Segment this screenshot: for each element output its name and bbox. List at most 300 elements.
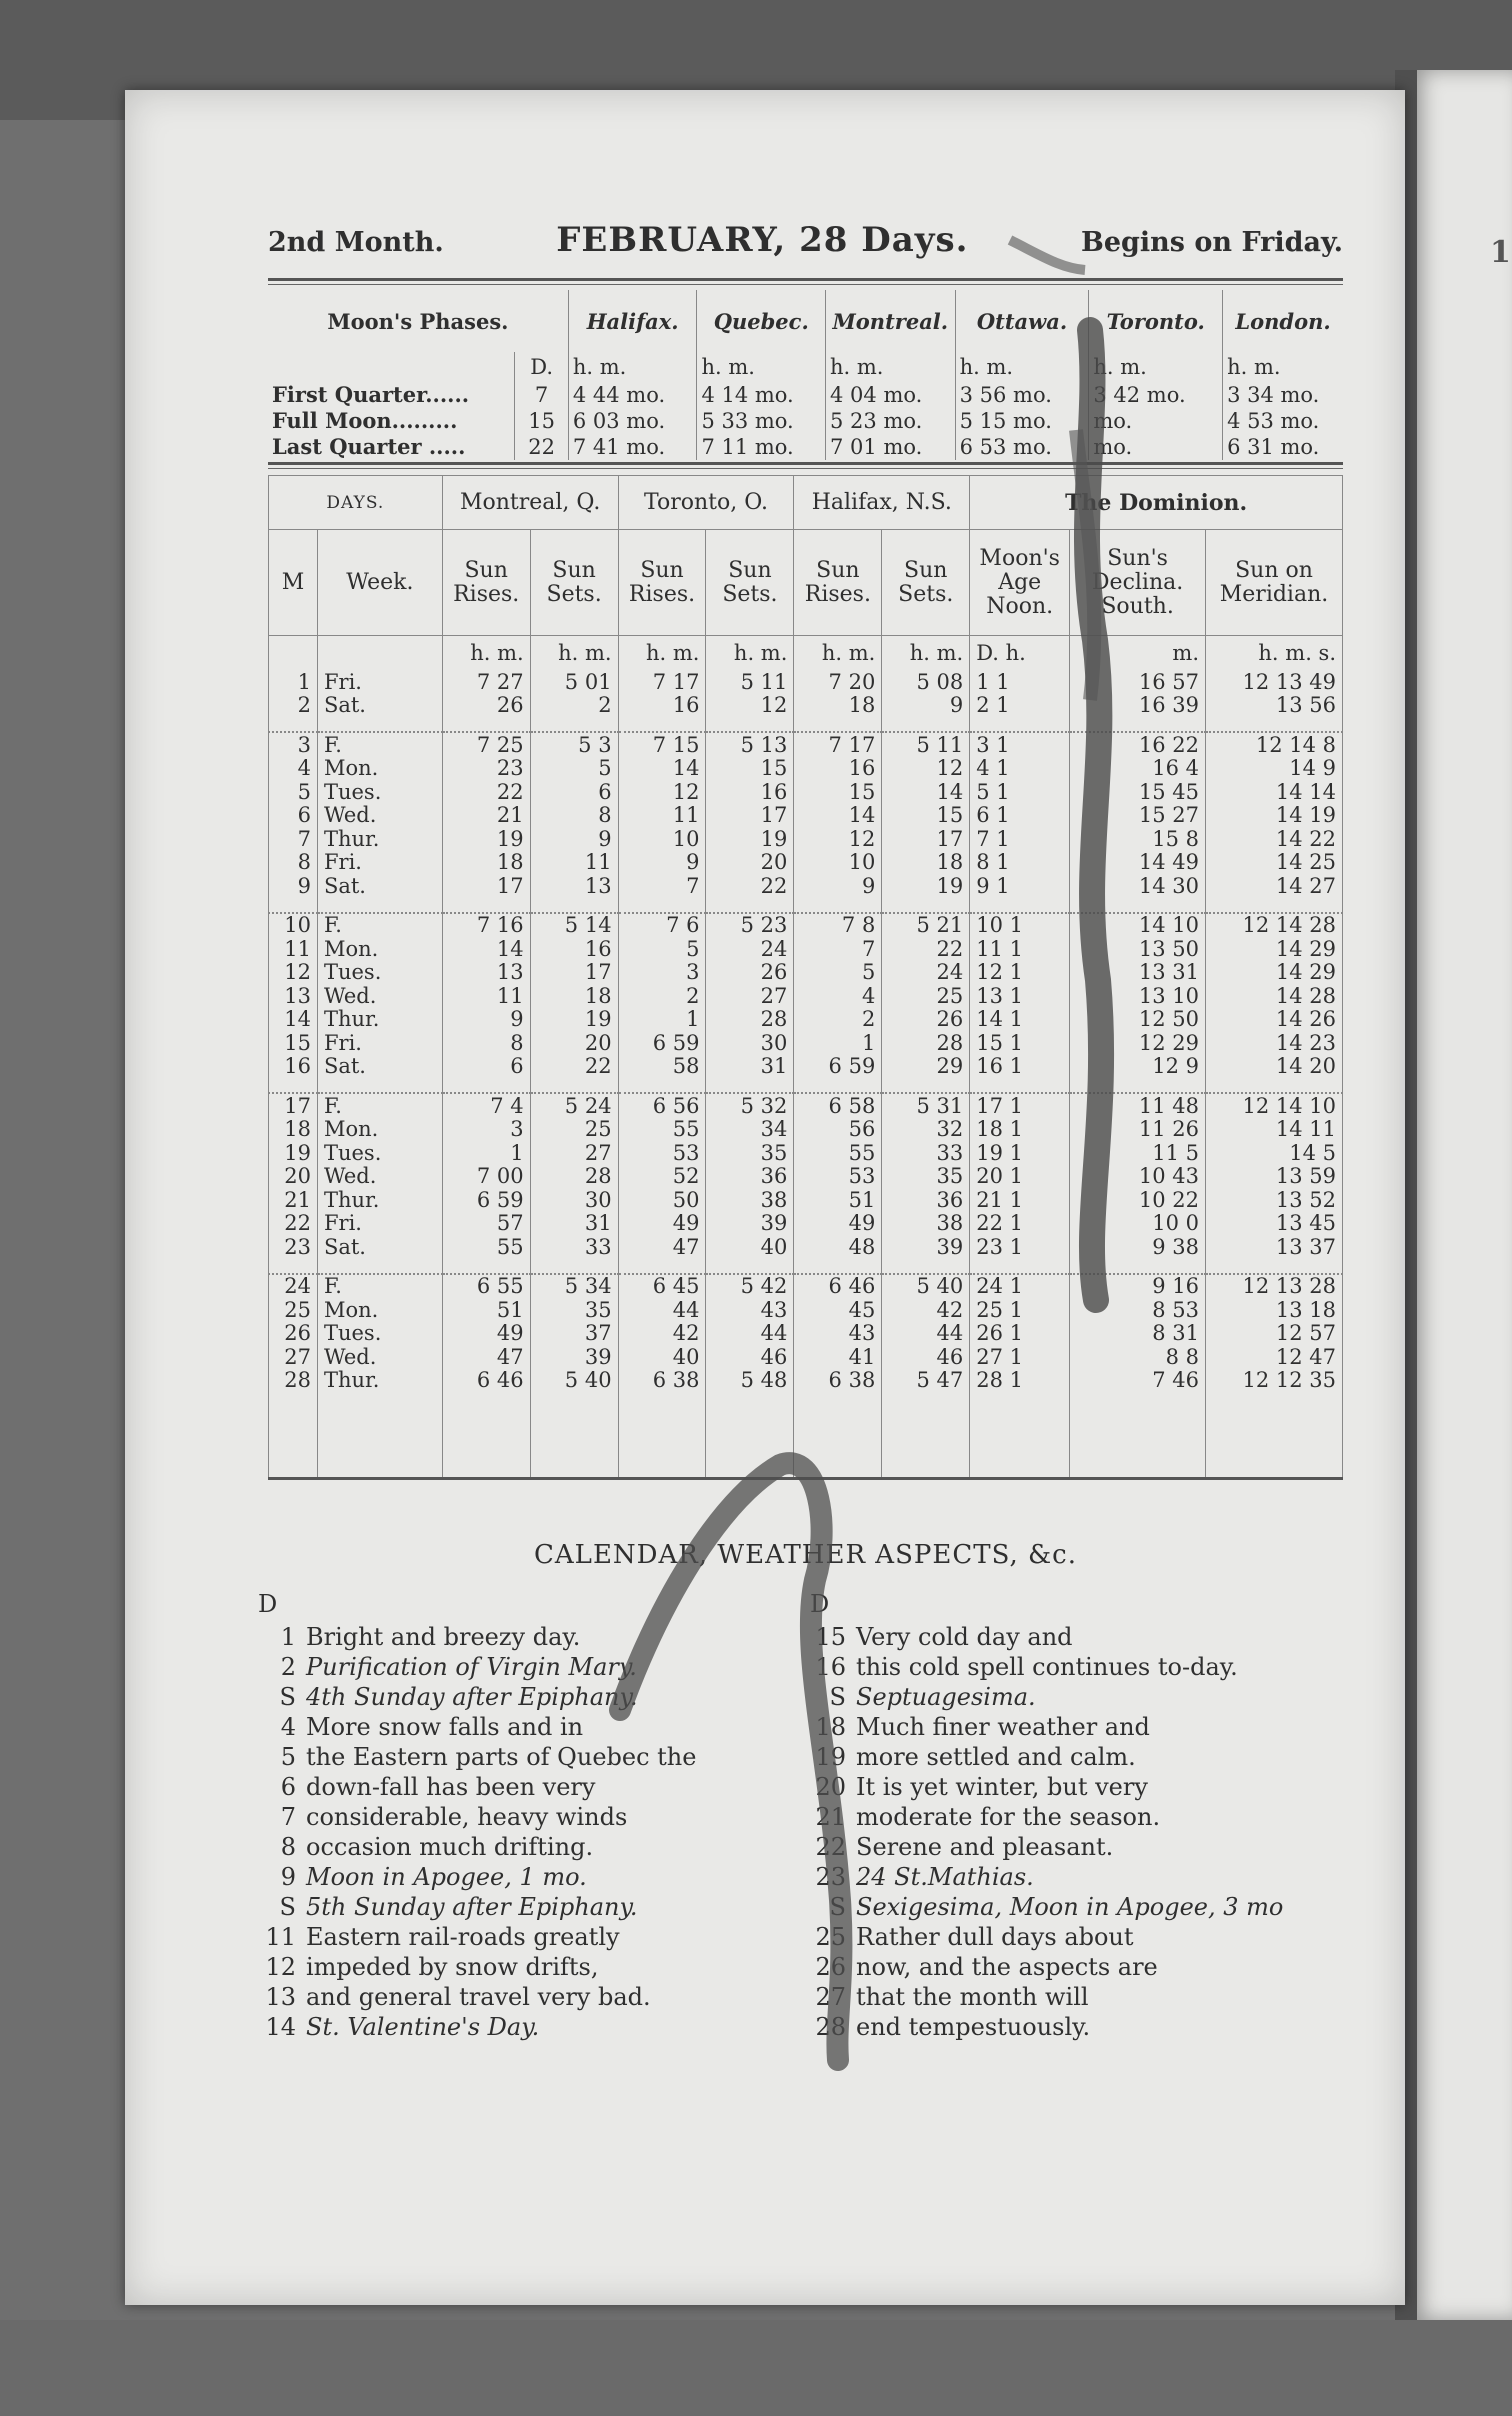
week-separator xyxy=(618,1259,706,1274)
phase-name: First Quarter...... xyxy=(268,382,515,408)
toronto-rises: 16 xyxy=(618,694,706,718)
weekday: Wed. xyxy=(317,804,442,828)
month-begins: Begins on Friday. xyxy=(1081,227,1343,258)
calendar-entry xyxy=(240,1772,780,1802)
calendar-note: It is yet winter, but very xyxy=(856,1773,1148,1801)
toronto-rises: 6 45 xyxy=(618,1274,706,1299)
day-row xyxy=(269,984,1343,1008)
halifax-rises: 5 xyxy=(794,961,882,985)
phase-time: 7 41 mo. xyxy=(568,434,697,460)
montreal-sets: 28 xyxy=(530,1165,618,1189)
calendar-entry xyxy=(790,1802,1330,1832)
phase-time: 7 01 mo. xyxy=(826,434,956,460)
day-number: 3 xyxy=(269,732,318,757)
halifax-sets: 35 xyxy=(882,1165,970,1189)
toronto-sets: 12 xyxy=(706,694,794,718)
toronto-sets: 22 xyxy=(706,874,794,898)
moon-age: 5 1 xyxy=(970,780,1070,804)
day-number: 19 xyxy=(269,1141,318,1165)
group-halifax: Halifax, N.S. xyxy=(794,476,970,530)
sun-declination: 13 10 xyxy=(1070,984,1206,1008)
weekday: Sat. xyxy=(317,1055,442,1079)
moon-phase-row xyxy=(268,434,1343,460)
moon-age: 3 1 xyxy=(970,732,1070,757)
table-filler xyxy=(269,1392,318,1479)
halifax-rises: 6 59 xyxy=(794,1055,882,1079)
toronto-rises: 50 xyxy=(618,1188,706,1212)
week-separator xyxy=(1206,1259,1343,1274)
montreal-rises: 6 46 xyxy=(442,1369,530,1393)
col-sun-declination: Sun's Declina. South. xyxy=(1070,530,1206,636)
halifax-sets: 18 xyxy=(882,851,970,875)
toronto-sets: 20 xyxy=(706,851,794,875)
halifax-sets: 14 xyxy=(882,780,970,804)
day-row xyxy=(269,780,1343,804)
sun-meridian: 12 13 49 xyxy=(1206,670,1343,694)
calendar-entry xyxy=(790,1982,1330,2012)
montreal-sets: 13 xyxy=(530,874,618,898)
toronto-rises: 3 xyxy=(618,961,706,985)
day-row xyxy=(269,670,1343,694)
week-separator xyxy=(970,1259,1070,1274)
city-ottawa: Ottawa. xyxy=(955,290,1089,352)
moon-age: 23 1 xyxy=(970,1235,1070,1259)
sun-declination: 10 0 xyxy=(1070,1212,1206,1236)
weekday: Mon. xyxy=(317,757,442,781)
halifax-sets: 28 xyxy=(882,1031,970,1055)
toronto-sets: 28 xyxy=(706,1008,794,1032)
unit-label: h. m. xyxy=(530,636,618,671)
moon-age: 24 1 xyxy=(970,1274,1070,1299)
toronto-rises: 7 17 xyxy=(618,670,706,694)
calendar-day: 9 xyxy=(280,1863,296,1891)
montreal-sets: 9 xyxy=(530,827,618,851)
weekday: Sat. xyxy=(317,874,442,898)
montreal-rises: 11 xyxy=(442,984,530,1008)
phase-time: 6 31 mo. xyxy=(1227,435,1320,459)
weekday: Mon. xyxy=(317,937,442,961)
montreal-rises: 8 xyxy=(442,1031,530,1055)
moon-age: 26 1 xyxy=(970,1322,1070,1346)
calendar-day: 19 xyxy=(815,1743,846,1771)
day-row xyxy=(269,694,1343,718)
calendar-note: Very cold day and xyxy=(856,1623,1073,1651)
table-filler xyxy=(530,1392,618,1479)
scan-background-bottom xyxy=(0,2320,1512,2416)
calendar-day: S xyxy=(829,1683,846,1711)
day-number: 28 xyxy=(269,1369,318,1393)
weekday: F. xyxy=(317,732,442,757)
halifax-sets: 12 xyxy=(882,757,970,781)
moon-phases-table xyxy=(268,290,1343,460)
calendar-note: impeded by snow drifts, xyxy=(306,1953,599,1981)
day-number: 25 xyxy=(269,1298,318,1322)
day-number: 1 xyxy=(269,670,318,694)
halifax-sets: 38 xyxy=(882,1212,970,1236)
phase-time: 4 04 mo. xyxy=(826,382,956,408)
day-row xyxy=(269,961,1343,985)
sun-meridian: 14 27 xyxy=(1206,874,1343,898)
calendar-note: occasion much drifting. xyxy=(306,1833,594,1861)
week-separator xyxy=(882,898,970,913)
calendar-note: Septuagesima. xyxy=(856,1683,1036,1711)
montreal-rises: 14 xyxy=(442,937,530,961)
toronto-sets: 30 xyxy=(706,1031,794,1055)
toronto-sets: 5 11 xyxy=(706,670,794,694)
week-separator xyxy=(706,1259,794,1274)
day-row xyxy=(269,1141,1343,1165)
calendar-entry xyxy=(790,1622,1330,1652)
toronto-rises: 53 xyxy=(618,1141,706,1165)
toronto-sets: 5 42 xyxy=(706,1274,794,1299)
toronto-rises: 9 xyxy=(618,851,706,875)
units-blank xyxy=(317,636,442,671)
toronto-sets: 36 xyxy=(706,1165,794,1189)
toronto-rises: 11 xyxy=(618,804,706,828)
sun-declination: 10 43 xyxy=(1070,1165,1206,1189)
day-number: 18 xyxy=(269,1118,318,1142)
phase-time: mo. xyxy=(1089,434,1223,460)
table-filler xyxy=(317,1392,442,1479)
day-number: 24 xyxy=(269,1274,318,1299)
halifax-sets: 32 xyxy=(882,1118,970,1142)
halifax-rises: 14 xyxy=(794,804,882,828)
phases-rule-thin xyxy=(268,468,1343,469)
calendar-day: 13 xyxy=(265,1983,296,2011)
halifax-sets: 5 31 xyxy=(882,1093,970,1118)
calendar-entry xyxy=(240,1682,780,1712)
phase-day: 15 xyxy=(515,408,568,434)
calendar-note: more settled and calm. xyxy=(856,1743,1136,1771)
moon-age: 18 1 xyxy=(970,1118,1070,1142)
moon-age: 12 1 xyxy=(970,961,1070,985)
day-row xyxy=(269,1322,1343,1346)
montreal-sets: 6 xyxy=(530,780,618,804)
toronto-sets: 17 xyxy=(706,804,794,828)
montreal-rises: 7 27 xyxy=(442,670,530,694)
toronto-rises: 7 15 xyxy=(618,732,706,757)
sun-meridian: 14 5 xyxy=(1206,1141,1343,1165)
halifax-sets: 5 47 xyxy=(882,1369,970,1393)
toronto-rises: 6 59 xyxy=(618,1031,706,1055)
day-number: 23 xyxy=(269,1235,318,1259)
toronto-rises: 42 xyxy=(618,1322,706,1346)
group-montreal: Montreal, Q. xyxy=(442,476,618,530)
calendar-entry xyxy=(790,1832,1330,1862)
day-row xyxy=(269,1298,1343,1322)
moon-age: 7 1 xyxy=(970,827,1070,851)
calendar-note: end tempestuously. xyxy=(856,2013,1091,2041)
halifax-rises: 6 46 xyxy=(794,1274,882,1299)
halifax-rises: 16 xyxy=(794,757,882,781)
toronto-sets: 19 xyxy=(706,827,794,851)
montreal-rises: 22 xyxy=(442,780,530,804)
unit-label: h. m. xyxy=(706,636,794,671)
phase-label-blank xyxy=(268,352,515,382)
week-separator xyxy=(970,1078,1070,1093)
halifax-sets: 42 xyxy=(882,1298,970,1322)
halifax-sets: 25 xyxy=(882,984,970,1008)
montreal-rises: 6 55 xyxy=(442,1274,530,1299)
sun-meridian: 13 45 xyxy=(1206,1212,1343,1236)
moon-age: 2 1 xyxy=(970,694,1070,718)
toronto-sets: 40 xyxy=(706,1235,794,1259)
sun-declination: 16 4 xyxy=(1070,757,1206,781)
units-blank xyxy=(269,636,318,671)
day-number: 11 xyxy=(269,937,318,961)
sun-meridian: 12 47 xyxy=(1206,1345,1343,1369)
day-number: 13 xyxy=(269,984,318,1008)
col-halifax-rises: Sun Rises. xyxy=(794,530,882,636)
day-row xyxy=(269,1118,1343,1142)
week-separator xyxy=(317,1078,442,1093)
moon-age: 17 1 xyxy=(970,1093,1070,1118)
sun-declination: 15 45 xyxy=(1070,780,1206,804)
toronto-rises: 6 56 xyxy=(618,1093,706,1118)
calendar-note: considerable, heavy winds xyxy=(306,1803,628,1831)
calendar-entry xyxy=(240,1742,780,1772)
sun-meridian: 14 25 xyxy=(1206,851,1343,875)
day-row xyxy=(269,1055,1343,1079)
montreal-sets: 11 xyxy=(530,851,618,875)
montreal-sets: 17 xyxy=(530,961,618,985)
day-row xyxy=(269,1345,1343,1369)
calendar-right-column xyxy=(790,1622,1330,2042)
halifax-rises: 56 xyxy=(794,1118,882,1142)
calendar-day: S xyxy=(279,1683,296,1711)
sun-meridian: 14 20 xyxy=(1206,1055,1343,1079)
calendar-note: this cold spell continues to-day. xyxy=(856,1653,1238,1681)
day-number: 5 xyxy=(269,780,318,804)
montreal-rises: 19 xyxy=(442,827,530,851)
halifax-sets: 5 21 xyxy=(882,913,970,938)
sun-meridian: 14 29 xyxy=(1206,937,1343,961)
day-row xyxy=(269,913,1343,938)
phase-time: 4 53 mo. xyxy=(1227,409,1320,433)
montreal-rises: 18 xyxy=(442,851,530,875)
sun-meridian: 14 14 xyxy=(1206,780,1343,804)
montreal-rises: 17 xyxy=(442,874,530,898)
phase-unit: h. m. xyxy=(568,352,697,382)
halifax-rises: 55 xyxy=(794,1141,882,1165)
calendar-day: 2 xyxy=(280,1653,296,1681)
day-number: 17 xyxy=(269,1093,318,1118)
montreal-sets: 19 xyxy=(530,1008,618,1032)
calendar-note: Moon in Apogee, 1 mo. xyxy=(306,1863,587,1891)
montreal-sets: 35 xyxy=(530,1298,618,1322)
group-toronto: Toronto, O. xyxy=(618,476,794,530)
montreal-sets: 5 34 xyxy=(530,1274,618,1299)
phase-unit: h. m. xyxy=(826,352,956,382)
toronto-sets: 38 xyxy=(706,1188,794,1212)
sun-declination: 8 8 xyxy=(1070,1345,1206,1369)
montreal-sets: 5 40 xyxy=(530,1369,618,1393)
sun-meridian: 13 56 xyxy=(1206,694,1343,718)
halifax-rises: 1 xyxy=(794,1031,882,1055)
toronto-rises: 2 xyxy=(618,984,706,1008)
col-month-day: M xyxy=(269,530,318,636)
unit-label: h. m. xyxy=(442,636,530,671)
calendar-note: Purification of Virgin Mary. xyxy=(306,1653,637,1681)
halifax-rises: 43 xyxy=(794,1322,882,1346)
week-separator xyxy=(442,1259,530,1274)
phase-time: 3 42 mo. xyxy=(1089,382,1223,408)
city-montreal: Montreal. xyxy=(826,290,956,352)
weekday: Wed. xyxy=(317,1345,442,1369)
calendar-day: 5 xyxy=(280,1743,296,1771)
week-separator xyxy=(269,1259,318,1274)
week-separator xyxy=(317,898,442,913)
calendar-day: 18 xyxy=(815,1713,846,1741)
halifax-rises: 18 xyxy=(794,694,882,718)
month-title: FEBRUARY, 28 Days. xyxy=(556,220,969,260)
weekday: Wed. xyxy=(317,1165,442,1189)
toronto-sets: 15 xyxy=(706,757,794,781)
day-row xyxy=(269,1188,1343,1212)
moon-age: 8 1 xyxy=(970,851,1070,875)
sun-meridian: 14 23 xyxy=(1206,1031,1343,1055)
calendar-note: that the month will xyxy=(856,1983,1089,2011)
week-separator xyxy=(882,1259,970,1274)
toronto-rises: 49 xyxy=(618,1212,706,1236)
montreal-sets: 5 24 xyxy=(530,1093,618,1118)
sun-declination: 12 9 xyxy=(1070,1055,1206,1079)
sun-meridian: 13 59 xyxy=(1206,1165,1343,1189)
calendar-entry xyxy=(790,1742,1330,1772)
toronto-rises: 1 xyxy=(618,1008,706,1032)
unit-label: h. m. s. xyxy=(1206,636,1343,671)
calendar-entry xyxy=(240,1862,780,1892)
calendar-entry xyxy=(240,1892,780,1922)
calendar-note: 5th Sunday after Epiphany. xyxy=(306,1893,638,1921)
halifax-sets: 33 xyxy=(882,1141,970,1165)
table-filler xyxy=(706,1392,794,1479)
calendar-entry xyxy=(240,1622,780,1652)
montreal-sets: 37 xyxy=(530,1322,618,1346)
calendar-day: 4 xyxy=(280,1713,296,1741)
facing-page xyxy=(1410,70,1512,2320)
moon-age: 25 1 xyxy=(970,1298,1070,1322)
calendar-entry xyxy=(240,1982,780,2012)
calendar-left-column xyxy=(240,1622,780,2042)
phase-day-header: D. xyxy=(515,352,568,382)
montreal-rises: 3 xyxy=(442,1118,530,1142)
phase-time: 6 03 mo. xyxy=(568,408,697,434)
week-separator xyxy=(530,1078,618,1093)
halifax-sets: 15 xyxy=(882,804,970,828)
weekday: Tues. xyxy=(317,780,442,804)
halifax-sets: 17 xyxy=(882,827,970,851)
day-row xyxy=(269,1008,1343,1032)
day-row xyxy=(269,804,1343,828)
montreal-sets: 5 xyxy=(530,757,618,781)
calendar-entry xyxy=(790,1862,1330,1892)
halifax-sets: 9 xyxy=(882,694,970,718)
week-separator xyxy=(618,717,706,732)
toronto-sets: 39 xyxy=(706,1212,794,1236)
toronto-rises: 5 xyxy=(618,937,706,961)
day-row xyxy=(269,874,1343,898)
sun-declination: 12 50 xyxy=(1070,1008,1206,1032)
calendar-entry xyxy=(240,1832,780,1862)
calendar-entry xyxy=(240,1652,780,1682)
calendar-day: 27 xyxy=(815,1983,846,2011)
halifax-sets: 39 xyxy=(882,1235,970,1259)
phase-time: 4 44 mo. xyxy=(568,382,697,408)
table-filler xyxy=(1206,1392,1343,1479)
week-separator xyxy=(706,717,794,732)
moon-age: 4 1 xyxy=(970,757,1070,781)
montreal-sets: 5 01 xyxy=(530,670,618,694)
city-toronto: Toronto. xyxy=(1089,290,1223,352)
toronto-rises: 12 xyxy=(618,780,706,804)
week-separator xyxy=(442,1078,530,1093)
calendar-day: 28 xyxy=(815,2013,846,2041)
week-separator xyxy=(1070,898,1206,913)
day-row xyxy=(269,732,1343,757)
moon-age: 19 1 xyxy=(970,1141,1070,1165)
day-row xyxy=(269,1274,1343,1299)
day-row xyxy=(269,827,1343,851)
halifax-sets: 26 xyxy=(882,1008,970,1032)
group-dominion: The Dominion. xyxy=(970,476,1343,530)
calendar-note: Sexigesima, Moon in Apogee, 3 mo xyxy=(856,1893,1284,1921)
toronto-rises: 40 xyxy=(618,1345,706,1369)
toronto-sets: 35 xyxy=(706,1141,794,1165)
sun-meridian: 13 37 xyxy=(1206,1235,1343,1259)
sun-declination: 13 31 xyxy=(1070,961,1206,985)
montreal-sets: 16 xyxy=(530,937,618,961)
weekday: Thur. xyxy=(317,1008,442,1032)
sun-declination: 15 8 xyxy=(1070,827,1206,851)
sun-meridian: 14 9 xyxy=(1206,757,1343,781)
toronto-sets: 43 xyxy=(706,1298,794,1322)
montreal-sets: 22 xyxy=(530,1055,618,1079)
week-separator xyxy=(882,717,970,732)
sun-declination: 10 22 xyxy=(1070,1188,1206,1212)
weekday: Thur. xyxy=(317,1188,442,1212)
city-london: London. xyxy=(1235,308,1331,334)
phase-time: 7 11 mo. xyxy=(697,434,826,460)
week-separator xyxy=(1070,1259,1206,1274)
montreal-rises: 23 xyxy=(442,757,530,781)
montreal-rises: 26 xyxy=(442,694,530,718)
day-row xyxy=(269,1031,1343,1055)
week-separator xyxy=(530,717,618,732)
calendar-day: 6 xyxy=(280,1773,296,1801)
day-number: 7 xyxy=(269,827,318,851)
calendar-d-left: D xyxy=(258,1590,278,1618)
moon-age: 22 1 xyxy=(970,1212,1070,1236)
col-moon-age: Moon's Age Noon. xyxy=(970,530,1070,636)
toronto-rises: 6 38 xyxy=(618,1369,706,1393)
halifax-rises: 15 xyxy=(794,780,882,804)
moon-age: 16 1 xyxy=(970,1055,1070,1079)
moon-age: 15 1 xyxy=(970,1031,1070,1055)
day-number: 2 xyxy=(269,694,318,718)
sun-meridian: 14 19 xyxy=(1206,804,1343,828)
toronto-rises: 14 xyxy=(618,757,706,781)
toronto-sets: 5 23 xyxy=(706,913,794,938)
week-separator xyxy=(317,1259,442,1274)
unit-label: m. xyxy=(1070,636,1206,671)
weekday: Sat. xyxy=(317,694,442,718)
sun-meridian: 14 29 xyxy=(1206,961,1343,985)
table-filler xyxy=(970,1392,1070,1479)
week-separator xyxy=(970,898,1070,913)
sun-meridian: 12 12 35 xyxy=(1206,1369,1343,1393)
week-separator xyxy=(1206,898,1343,913)
